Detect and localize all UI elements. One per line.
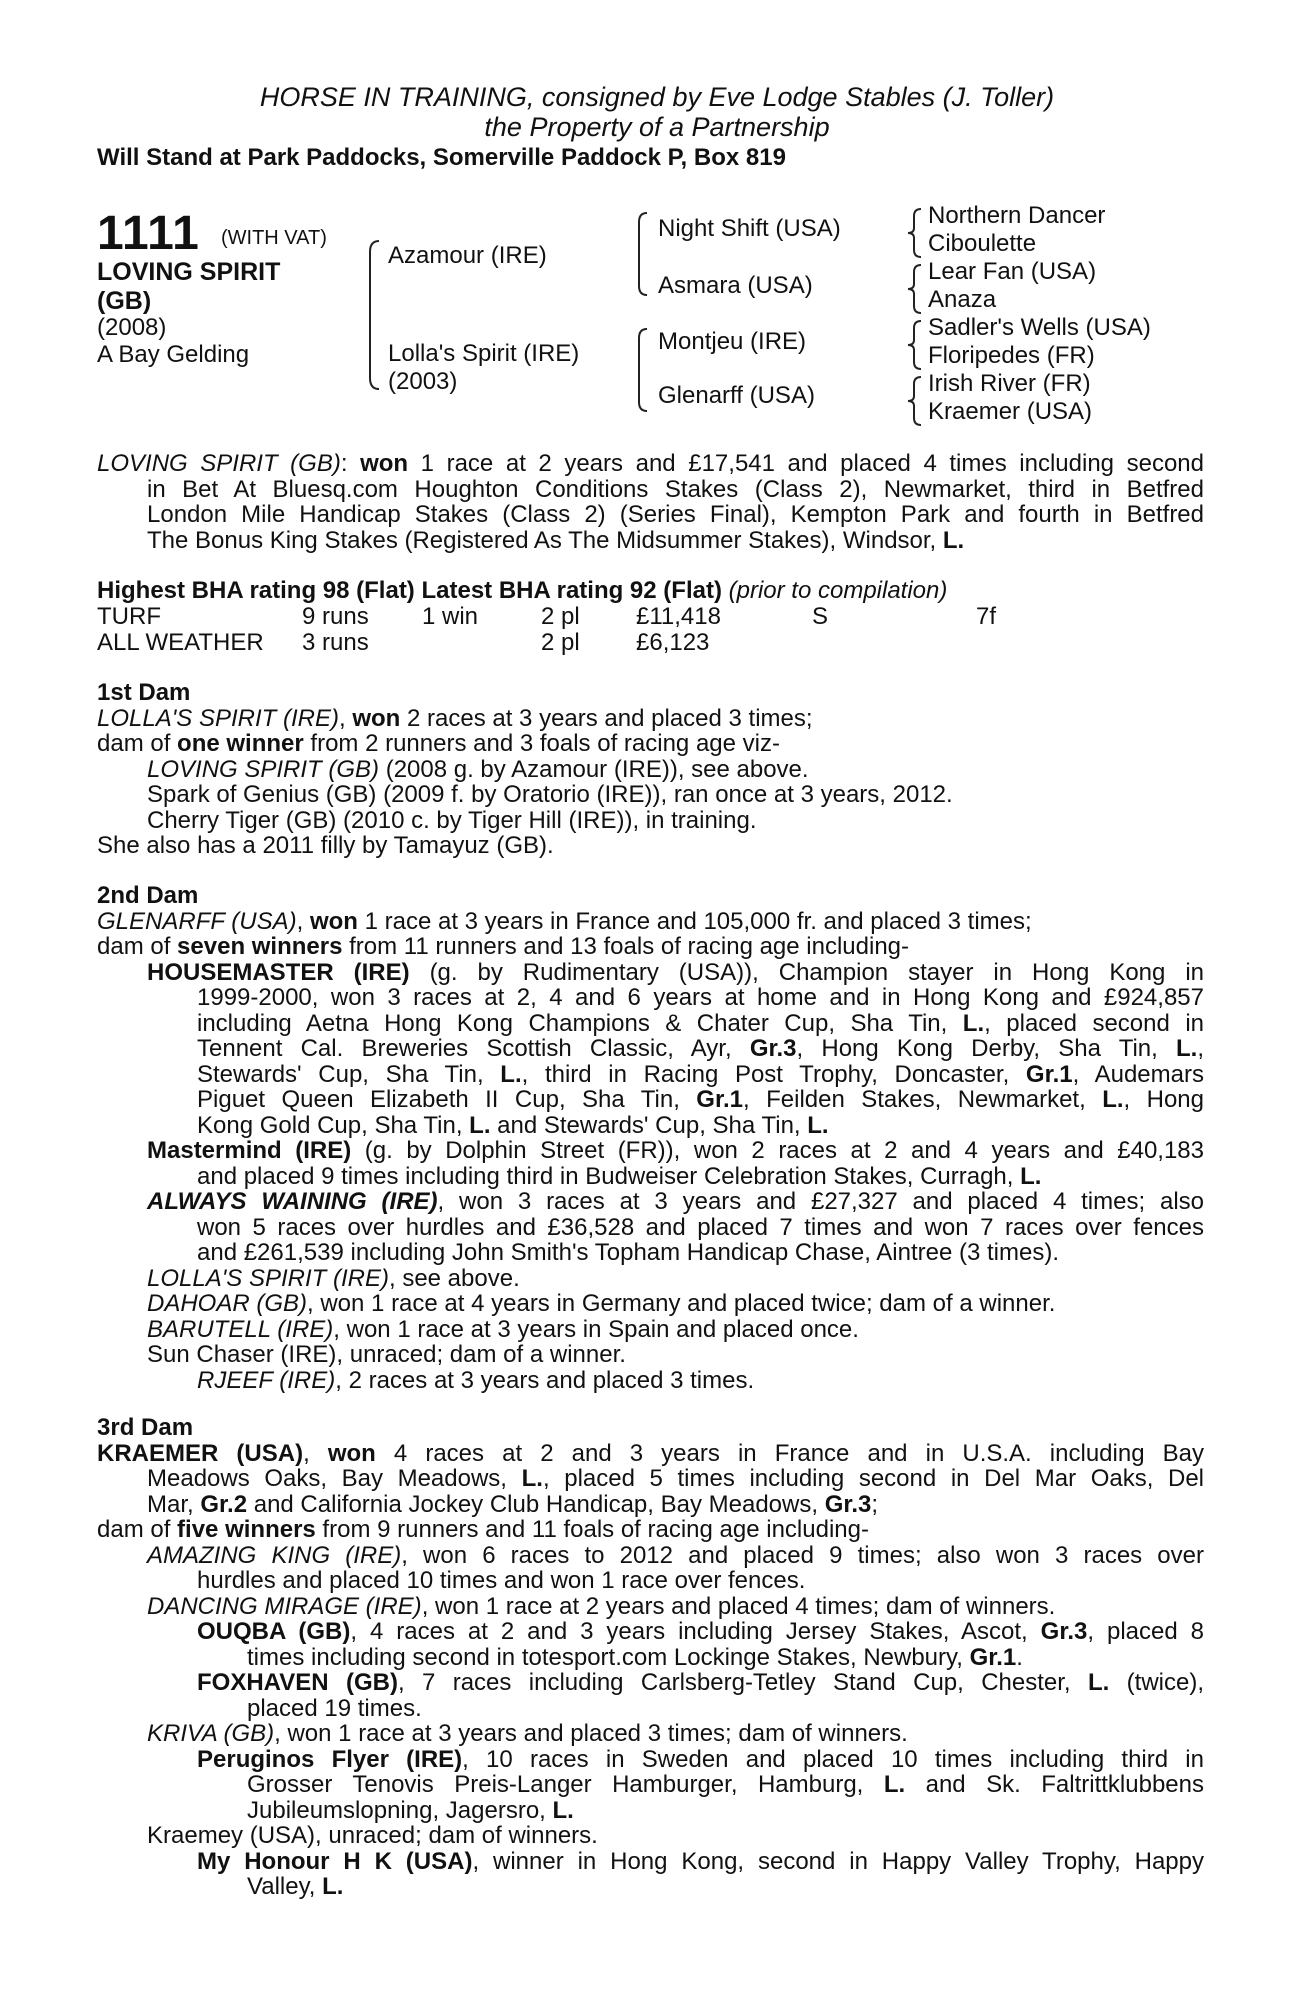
text: , 2 races at 3 years and placed 3 times. xyxy=(335,1366,755,1394)
header-stand: Will Stand at Park Paddocks, Somerville Paddock P, Box 819 xyxy=(97,144,786,171)
progeny-name: FOXHAVEN (GB) xyxy=(197,1669,398,1696)
won-label: won xyxy=(327,1439,376,1467)
header-consignor: HORSE IN TRAINING, consigned by Eve Lodge Stables (J. Toller) xyxy=(259,82,1055,112)
listed-badge: L. xyxy=(552,1796,574,1824)
progeny-name: BARUTELL (IRE) xyxy=(147,1315,334,1343)
record-turf-going: S xyxy=(812,603,829,630)
summary-line: in Bet At Bluesq.com Houghton Conditions Stakes (Class 2), Newmarket, third in Betfred xyxy=(147,475,1204,503)
horse-name: LOVING SPIRIT (GB) xyxy=(97,258,281,315)
pedigree-dam: Lolla's Spirit (IRE) xyxy=(388,340,580,367)
progeny-line xyxy=(97,960,1204,986)
text: , 7 races including Carlsberg-Tetley Stand Cup, Chester, xyxy=(397,1669,1088,1696)
progeny-line xyxy=(97,1189,1204,1215)
group-badge: Gr.1 xyxy=(696,1086,743,1113)
text: , Hong Kong Derby, Sha Tin, xyxy=(796,1035,1176,1062)
pedigree-g-dds: Irish River (FR) xyxy=(928,370,1091,397)
text: , Audemars xyxy=(1072,1060,1204,1088)
text: Grosser Tenovis Preis-Langer Hamburger, Hamburg, xyxy=(247,1771,884,1798)
text: , Hong xyxy=(1123,1086,1204,1113)
race-summary xyxy=(97,451,1204,553)
text: , placed second in xyxy=(984,1009,1204,1037)
lot-number: 1111 xyxy=(97,207,200,260)
horse-description: A Bay Gelding xyxy=(97,341,250,368)
record-aw-placed: 2 pl xyxy=(541,629,580,656)
listed-badge: L. xyxy=(883,1771,906,1798)
pedigree-g-sdd: Anaza xyxy=(928,286,997,313)
group-badge: Gr.3 xyxy=(749,1035,797,1062)
progeny-line: hurdles and placed 10 times and won 1 race over fences. xyxy=(197,1567,806,1594)
dam-line xyxy=(97,1492,1204,1518)
pedigree-dam-sire: Montjeu (IRE) xyxy=(658,328,807,355)
text: and Stewards' Cup, Sha Tin, xyxy=(490,1111,808,1139)
listed-badge: L. xyxy=(500,1060,522,1088)
dam-line xyxy=(97,706,1204,732)
progeny-line xyxy=(97,1062,1204,1088)
section-title: 2nd Dam xyxy=(97,882,199,909)
text: 4 races at 2 and 3 years in France and in U.S.A. including Bay xyxy=(375,1439,1204,1467)
group-badge: Gr.1 xyxy=(1025,1060,1073,1088)
winners-count: one winner xyxy=(177,730,304,757)
won-label: won xyxy=(360,450,409,477)
text: dam of xyxy=(97,730,178,757)
won-label: won xyxy=(309,907,358,935)
horse-year: (2008) xyxy=(97,314,167,341)
winners-count: five winners xyxy=(177,1516,316,1543)
pedigree-brace-g2 xyxy=(906,264,922,314)
group-badge: Gr.3 xyxy=(1040,1618,1088,1645)
progeny-line xyxy=(97,1849,1204,1875)
text: , 4 races at 2 and 3 years including Jersey Stakes, Ascot, xyxy=(350,1618,1041,1645)
section-title: 3rd Dam xyxy=(97,1414,194,1441)
text: Tennent Cal. Breweries Scottish Classic, Ayr, xyxy=(197,1035,750,1062)
progeny-name: DAHOAR (GB) xyxy=(147,1290,308,1317)
progeny-line xyxy=(97,1087,1204,1113)
progeny-line xyxy=(97,1291,1204,1317)
text: . xyxy=(1016,1643,1023,1671)
text: and California Jockey Club Handicap, Bay Meadows, xyxy=(247,1490,825,1518)
pedigree-brace-sire xyxy=(636,212,648,296)
progeny-line: Cherry Tiger (GB) (2010 c. by Tiger Hill (IRE)), in training. xyxy=(147,806,757,834)
pedigree-sire-sire: Night Shift (USA) xyxy=(658,215,841,242)
first-dam-section xyxy=(97,680,1204,859)
text: Meadows Oaks, Bay Meadows, xyxy=(147,1465,522,1492)
progeny-line xyxy=(97,1543,1204,1569)
dam-line xyxy=(97,934,1204,960)
pedigree-dam-year: (2003) xyxy=(388,368,458,395)
progeny-line xyxy=(97,1747,1204,1773)
progeny-name: My Honour H K (USA) xyxy=(197,1847,473,1875)
progeny-line xyxy=(97,1317,1204,1343)
record-aw-runs: 3 runs xyxy=(302,629,369,656)
progeny-line xyxy=(97,1772,1204,1798)
text: , xyxy=(296,907,310,935)
text: 1 race at 2 years and £17,541 and placed 4 times including second xyxy=(408,450,1204,477)
text: , third in Racing Post Trophy, Doncaster, xyxy=(521,1060,1026,1088)
dam-line xyxy=(97,909,1204,935)
text: , xyxy=(1197,1035,1204,1062)
progeny-name: OUQBA (GB) xyxy=(197,1618,351,1645)
listed-badge: L. xyxy=(1087,1669,1110,1696)
progeny-line xyxy=(97,1670,1204,1696)
progeny-name: RJEEF (IRE) xyxy=(197,1366,336,1394)
listed-badge: L. xyxy=(1102,1086,1124,1113)
text: Kong Gold Cup, Sha Tin, xyxy=(197,1111,470,1139)
progeny-line xyxy=(97,1011,1204,1037)
text: times including second in totesport.com Lockinge Stakes, Newbury, xyxy=(247,1643,970,1671)
text: , xyxy=(338,704,353,732)
progeny-line xyxy=(97,757,1204,783)
text: ; xyxy=(871,1490,879,1518)
pedigree-g-dsd: Floripedes (FR) xyxy=(928,342,1095,369)
record-turf-runs: 9 runs xyxy=(302,603,369,630)
progeny-line xyxy=(97,1036,1204,1062)
summary-line xyxy=(97,528,1204,554)
text: (twice), xyxy=(1109,1669,1204,1696)
progeny-name: HOUSEMASTER (IRE) xyxy=(147,958,410,986)
text: dam of xyxy=(97,933,178,960)
text: Mar, xyxy=(147,1490,201,1518)
progeny-line xyxy=(97,1266,1204,1292)
dam-name: GLENARFF (USA) xyxy=(97,907,297,935)
text: , won 6 races to 2012 and placed 9 times; also won 3 races over xyxy=(401,1541,1204,1569)
dam-line: She also has a 2011 filly by Tamayuz (GB). xyxy=(97,832,554,859)
second-dam-section xyxy=(97,883,1204,1393)
rating-text: Highest BHA rating 98 (Flat) Latest BHA rating 92 (Flat) xyxy=(97,577,722,604)
text: 1 race at 3 years in France and 105,000 fr. and placed 3 times; xyxy=(357,907,1032,935)
progeny-line: placed 19 times. xyxy=(247,1694,422,1722)
listed-badge: L. xyxy=(322,1873,344,1900)
text: and placed 9 times including third in Budweiser Celebration Stakes, Curragh, xyxy=(197,1162,1021,1190)
progeny-line xyxy=(97,1138,1204,1164)
text: from 11 runners and 13 foals of racing age including- xyxy=(342,933,910,960)
pedigree-g-sds: Lear Fan (USA) xyxy=(928,258,1097,285)
text: , xyxy=(303,1439,328,1467)
pedigree-brace-g3 xyxy=(906,320,922,370)
text: (g. by Rudimentary (USA)), Champion stayer in Hong Kong in xyxy=(409,958,1204,986)
dam-name: KRAEMER (USA) xyxy=(97,1439,304,1467)
text: from 9 runners and 11 foals of racing age including- xyxy=(315,1516,869,1543)
progeny-name: AMAZING KING (IRE) xyxy=(147,1541,402,1569)
dam-line xyxy=(97,1441,1204,1467)
vat-label: (WITH VAT) xyxy=(221,227,327,249)
text: , see above. xyxy=(388,1264,520,1292)
pedigree-brace-g4 xyxy=(906,376,922,426)
listed-badge: L. xyxy=(1176,1035,1198,1062)
progeny-line: won 5 races over hurdles and £36,528 and placed 7 times and won 7 races over fences xyxy=(197,1213,1204,1241)
text: and Sk. Faltrittklubbens xyxy=(905,1771,1205,1798)
progeny-line xyxy=(97,1721,1204,1747)
header-property: the Property of a Partnership xyxy=(484,112,830,142)
progeny-line xyxy=(97,1645,1204,1671)
progeny-line: and £261,539 including John Smith's Topham Handicap Chase, Aintree (3 times). xyxy=(197,1239,1059,1266)
listed-badge: L. xyxy=(807,1111,829,1139)
progeny-line: 1999-2000, won 3 races at 2, 4 and 6 years at home and in Hong Kong and £924,857 xyxy=(197,984,1204,1011)
listed-badge: L. xyxy=(469,1111,491,1139)
text: Stewards' Cup, Sha Tin, xyxy=(197,1060,501,1088)
winners-count: seven winners xyxy=(177,933,343,960)
pedigree-sire: Azamour (IRE) xyxy=(388,242,547,269)
progeny-line: Sun Chaser (IRE), unraced; dam of a winner. xyxy=(147,1341,626,1368)
text: from 2 runners and 3 foals of racing age viz- xyxy=(303,730,780,757)
record-turf-placed: 2 pl xyxy=(541,603,580,630)
text: : xyxy=(340,450,361,477)
listed-badge: L. xyxy=(1020,1162,1042,1190)
listed-badge: L. xyxy=(942,526,965,554)
pedigree-sire-dam: Asmara (USA) xyxy=(658,272,813,299)
progeny-name: DANCING MIRAGE (IRE) xyxy=(147,1592,422,1620)
horse-name-ref: LOVING SPIRIT (GB) xyxy=(97,450,341,477)
pedigree-g-sss: Northern Dancer xyxy=(928,202,1106,229)
listed-badge: L. xyxy=(521,1465,543,1492)
progeny-name: LOVING SPIRIT (GB) xyxy=(147,755,380,783)
progeny-line xyxy=(97,1368,1204,1394)
text: Jubileumslopning, Jagersro, xyxy=(247,1796,553,1824)
progeny-line xyxy=(97,1594,1204,1620)
progeny-name: LOLLA'S SPIRIT (IRE) xyxy=(147,1264,389,1292)
summary-line: London Mile Handicap Stakes (Class 2) (Series Final), Kempton Park and fourth in Betfred xyxy=(147,501,1204,528)
record-turf-distance: 7f xyxy=(976,603,997,630)
section-title: 1st Dam xyxy=(97,679,191,706)
rating-note: (prior to compilation) xyxy=(721,577,948,604)
pedigree-g-ddd: Kraemer (USA) xyxy=(928,398,1093,425)
progeny-line: Kraemey (USA), unraced; dam of winners. xyxy=(147,1822,598,1849)
listed-badge: L. xyxy=(962,1009,985,1037)
text: , placed 8 xyxy=(1087,1618,1204,1645)
record-aw-prize: £6,123 xyxy=(636,629,710,656)
progeny-name: Mastermind (IRE) xyxy=(147,1137,352,1164)
pedigree-g-ssd: Ciboulette xyxy=(928,230,1037,257)
text: , 10 races in Sweden and placed 10 times including third in xyxy=(462,1745,1204,1773)
text: , won 1 race at 2 years and placed 4 times; dam of winners. xyxy=(421,1592,1056,1620)
text: dam of xyxy=(97,1516,178,1543)
progeny-name: ALWAYS WAINING (IRE) xyxy=(147,1188,438,1215)
record-turf-wins: 1 win xyxy=(422,603,479,630)
won-label: won xyxy=(352,704,401,732)
text: , Feilden Stakes, Newmarket, xyxy=(743,1086,1103,1113)
text: (2008 g. by Azamour (IRE)), see above. xyxy=(379,755,809,783)
dam-line xyxy=(97,731,1204,757)
text: , won 1 race at 4 years in Germany and placed twice; dam of a winner. xyxy=(307,1290,1056,1317)
progeny-line xyxy=(97,1619,1204,1645)
summary-line xyxy=(97,451,1204,477)
progeny-name: KRIVA (GB) xyxy=(147,1720,275,1747)
text: , won 1 race at 3 years in Spain and placed once. xyxy=(333,1315,859,1343)
progeny-line: Spark of Genius (GB) (2009 f. by Oratorio (IRE)), ran once at 3 years, 2012. xyxy=(147,781,953,808)
bha-rating xyxy=(97,578,947,604)
progeny-line xyxy=(97,1164,1204,1190)
group-badge: Gr.1 xyxy=(969,1643,1017,1671)
text: , winner in Hong Kong, second in Happy Valley Trophy, Happy xyxy=(472,1847,1204,1875)
text: (g. by Dolphin Street (FR)), won 2 races at 2 and 4 years and £40,183 xyxy=(351,1137,1205,1164)
pedigree-brace-dam xyxy=(636,328,648,412)
third-dam-section xyxy=(97,1415,1204,1900)
text: including Aetna Hong Kong Champions & Chater Cup, Sha Tin, xyxy=(197,1009,963,1037)
text: 2 races at 3 years and placed 3 times; xyxy=(400,704,813,732)
text: Valley, xyxy=(247,1873,323,1900)
group-badge: Gr.2 xyxy=(200,1490,248,1518)
record-aw-surface: ALL WEATHER xyxy=(97,629,264,656)
pedigree-brace-main xyxy=(366,240,380,390)
text: , won 1 race at 3 years and placed 3 times; dam of winners. xyxy=(274,1720,908,1747)
group-badge: Gr.3 xyxy=(824,1490,872,1518)
pedigree-brace-g1 xyxy=(906,208,922,258)
pedigree-g-dss: Sadler's Wells (USA) xyxy=(928,314,1151,341)
record-turf-prize: £11,418 xyxy=(636,603,721,630)
text: , won 3 races at 3 years and £27,327 and placed 4 times; also xyxy=(437,1188,1205,1215)
text: , placed 5 times including second in Del Mar Oaks, Del xyxy=(542,1465,1205,1492)
progeny-line xyxy=(97,1874,1204,1900)
record-turf-surface: TURF xyxy=(97,603,161,630)
dam-line xyxy=(97,1517,1204,1543)
text: The Bonus King Stakes (Registered As The Midsummer Stakes), Windsor, xyxy=(147,526,943,554)
progeny-line xyxy=(97,1798,1204,1824)
pedigree-dam-dam: Glenarff (USA) xyxy=(658,382,815,409)
progeny-name: Peruginos Flyer (IRE) xyxy=(197,1745,463,1773)
dam-name: LOLLA'S SPIRIT (IRE) xyxy=(97,704,339,732)
dam-line xyxy=(97,1466,1204,1492)
progeny-line xyxy=(97,1113,1204,1139)
text: Piguet Queen Elizabeth II Cup, Sha Tin, xyxy=(197,1086,697,1113)
